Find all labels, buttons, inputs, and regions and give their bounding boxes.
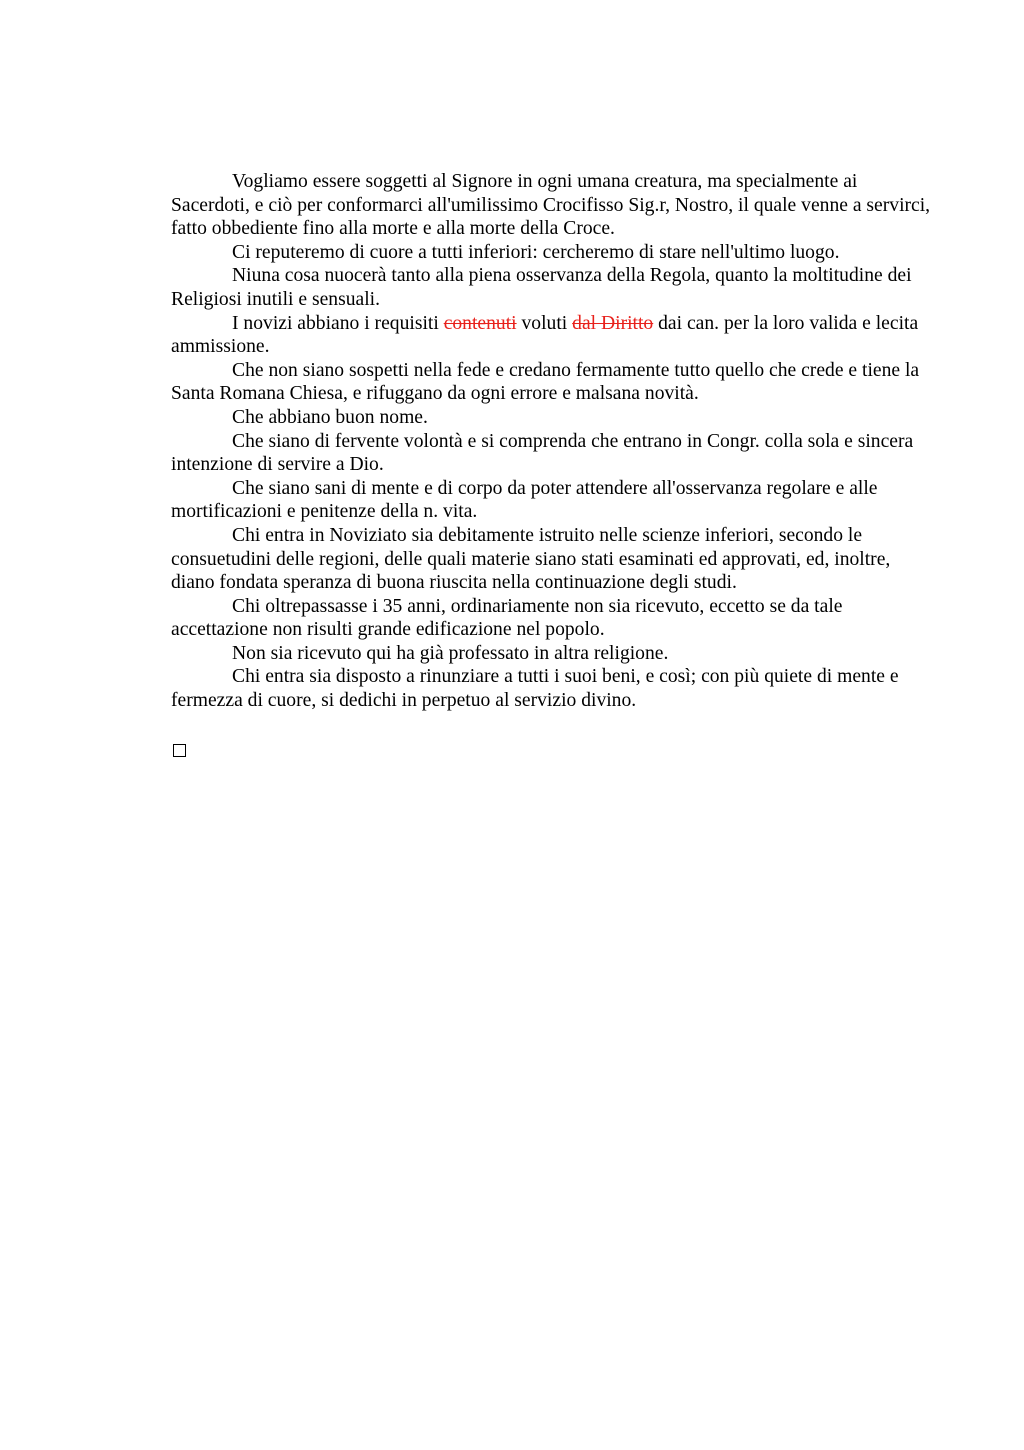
paragraph-7: Che siano di fervente volontà e si comprenda che entrano in Congr. colla sola e sincera intenzione di servire a Dio. <box>171 430 914 476</box>
paragraph-5: Che non siano sospetti nella fede e credano fermamente tutto quello che crede e tiene la Santa Romana Chiesa, e rifuggano da ogni errore e malsana novità. <box>171 359 920 405</box>
paragraph-4-text-1: I novizi abbiano i requisiti <box>232 312 444 334</box>
document-body <box>171 170 931 713</box>
deleted-text-contenuti: contenuti <box>443 312 517 334</box>
paragraph-8: Che siano sani di mente e di corpo da poter attendere all'osservanza regolare e alle mortificazioni e penitenze della n. vita. <box>171 477 878 523</box>
paragraph-3: Niuna cosa nuocerà tanto alla piena osservanza della Regola, quanto la moltitudine dei Religiosi inutili e sensuali. <box>171 265 912 310</box>
paragraph-4 <box>171 312 931 359</box>
paragraph-1: Vogliamo essere soggetti al Signore in ogni umana creatura, ma specialmente ai Sacerdoti, e ciò per conformarci all'umilissimo Crocifisso Sig.r, Nostro, il quale venne a servirci, fatto obbediente fino alla morte e alla morte della Croce. <box>171 171 931 240</box>
paragraph-2: Ci reputeremo di cuore a tutti inferiori: cercheremo di stare nell'ultimo luogo. <box>232 241 840 263</box>
paragraph-4-text-3: dai can. per la loro valida e lecita ammissione. <box>171 312 919 358</box>
deleted-text-dal-diritto: dal Diritto <box>572 312 654 334</box>
paragraph-6: Che abbiano buon nome. <box>232 406 428 428</box>
paragraph-9: Chi entra in Noviziato sia debitamente istruito nelle scienze inferiori, secondo le consuetudini delle regioni, delle quali materie siano stati esaminati ed approvati, ed, inoltre, diano fondata speranza di buona riuscita nella continuazione degli studi. <box>171 524 891 594</box>
paragraph-10: Chi oltrepassasse i 35 anni, ordinariamente non sia ricevuto, eccetto se da tale accettazione non risulti grande edificazione nel popolo. <box>171 595 843 641</box>
paragraph-12: Chi entra sia disposto a rinunziare a tutti i suoi beni, e così; con più quiete di mente e fermezza di cuore, si dedichi in perpetuo al servizio divino. <box>171 666 899 712</box>
paragraph-11: Non sia ricevuto qui ha già professato in altra religione. <box>232 642 669 664</box>
paragraph-4-text-2: voluti <box>516 312 573 334</box>
empty-checkbox-glyph <box>173 744 186 757</box>
